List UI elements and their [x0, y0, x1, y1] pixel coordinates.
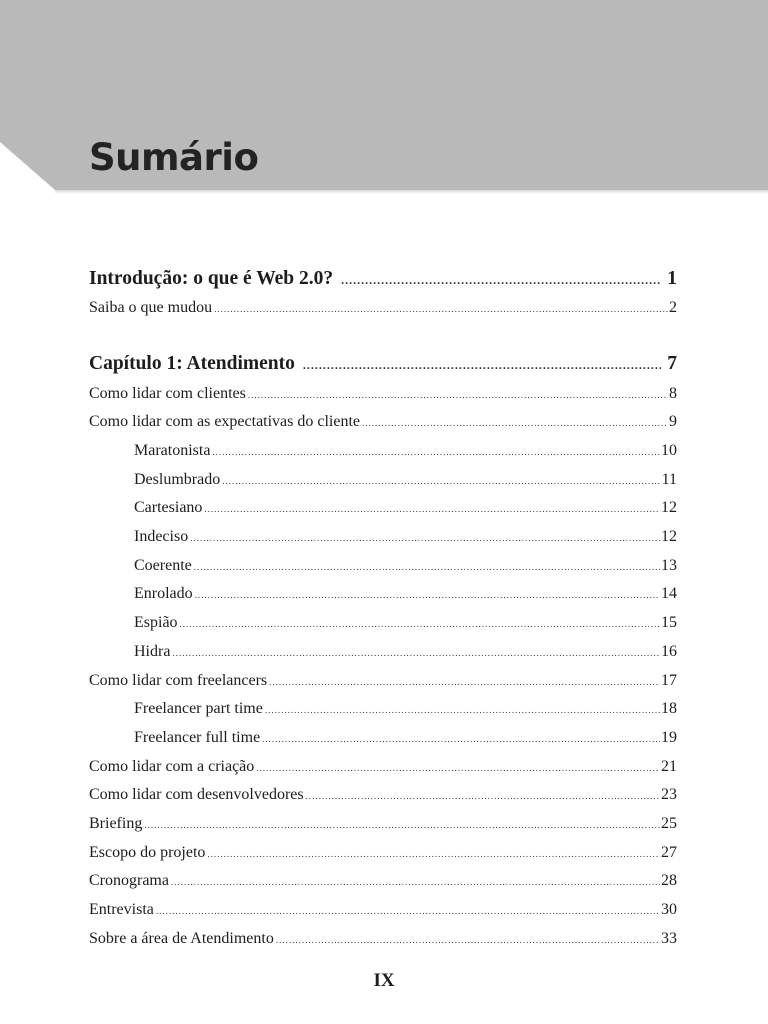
toc-dot-leader: [180, 613, 660, 635]
toc-entry[interactable]: [89, 383, 677, 406]
toc-entry-label: Freelancer full time: [134, 729, 261, 746]
toc-subentry[interactable]: [134, 469, 677, 492]
toc-entry[interactable]: [89, 297, 677, 320]
toc-entry-page: 21: [661, 758, 677, 775]
toc-chapter[interactable]: [89, 351, 677, 378]
toc-subentry[interactable]: [134, 641, 677, 664]
toc-entry[interactable]: [89, 813, 677, 836]
toc-entry-label: Como lidar com as expectativas do cliente: [89, 413, 361, 430]
toc-entry-page: 2: [669, 299, 677, 316]
toc-entry-label: Deslumbrado: [134, 471, 221, 488]
toc-entry-label: Maratonista: [134, 442, 211, 459]
toc-entry[interactable]: [89, 870, 677, 893]
toc-entry-label: Como lidar com clientes: [89, 385, 246, 402]
toc-entry-label: Freelancer part time: [134, 700, 263, 717]
page-title: Sumário: [89, 136, 259, 179]
toc-dot-leader: [269, 671, 660, 693]
toc-entry-page: 30: [661, 901, 677, 918]
toc-entry-label: Entrevista: [89, 901, 154, 918]
toc-entry[interactable]: [89, 928, 677, 951]
toc-entry-label: Como lidar com a criação: [89, 758, 255, 775]
toc-dot-leader: [362, 412, 668, 434]
toc-entry-page: 23: [661, 786, 677, 803]
toc-dot-leader: [156, 900, 660, 922]
toc-dot-leader: [262, 728, 660, 750]
toc-dot-leader: [204, 498, 660, 520]
toc-entry-label: Introdução: o que é Web 2.0?: [89, 268, 334, 289]
toc-dot-leader: [303, 352, 661, 378]
table-of-contents: [89, 0, 677, 1024]
toc-entry-label: Sobre a área de Atendimento: [89, 930, 274, 947]
toc-entry-label: Cronograma: [89, 872, 169, 889]
toc-entry-page: 27: [661, 844, 677, 861]
toc-entry-label: Indeciso: [134, 528, 189, 545]
toc-entry-page: 1: [667, 268, 677, 289]
toc-entry-label: Briefing: [89, 815, 143, 832]
toc-entry-label: Coerente: [134, 557, 192, 574]
toc-entry-label: Saiba o que mudou: [89, 299, 213, 316]
toc-entry-label: Hidra: [134, 643, 171, 660]
toc-dot-leader: [341, 267, 661, 293]
toc-entry[interactable]: [89, 411, 677, 434]
toc-entry-page: 9: [669, 413, 677, 430]
toc-dot-leader: [306, 785, 660, 807]
toc-subentry[interactable]: [134, 497, 677, 520]
toc-subentry[interactable]: [134, 526, 677, 549]
toc-entry[interactable]: [89, 899, 677, 922]
toc-entry-page: 12: [661, 528, 677, 545]
toc-dot-leader: [222, 470, 660, 492]
toc-subentry[interactable]: [134, 583, 677, 606]
toc-entry-page: 15: [661, 614, 677, 631]
toc-dot-leader: [256, 757, 660, 779]
page-number: IX: [373, 970, 395, 991]
toc-entry-page: 11: [661, 471, 677, 488]
toc-subentry[interactable]: [134, 727, 677, 750]
toc-entry-label: Enrolado: [134, 585, 193, 602]
toc-entry-label: Escopo do projeto: [89, 844, 206, 861]
toc-dot-leader: [171, 871, 660, 893]
toc-chapter[interactable]: [89, 266, 677, 293]
toc-subentry[interactable]: [134, 698, 677, 721]
toc-entry-label: Capítulo 1: Atendimento: [89, 353, 295, 374]
toc-entry-page: 13: [661, 557, 677, 574]
toc-entry-label: Como lidar com desenvolvedores: [89, 786, 304, 803]
toc-subentry[interactable]: [134, 612, 677, 635]
toc-entry-page: 14: [661, 585, 677, 602]
toc-entry-label: Como lidar com freelancers: [89, 672, 268, 689]
toc-dot-leader: [195, 584, 660, 606]
toc-entry-label: Espião: [134, 614, 178, 631]
toc-dot-leader: [276, 929, 660, 951]
toc-entry-page: 25: [661, 815, 677, 832]
toc-entry-page: 10: [661, 442, 677, 459]
toc-entry-page: 17: [661, 672, 677, 689]
toc-dot-leader: [144, 814, 660, 836]
toc-entry-page: 18: [661, 700, 677, 717]
toc-entry-page: 8: [669, 385, 677, 402]
toc-entry-page: 33: [661, 930, 677, 947]
toc-dot-leader: [190, 527, 660, 549]
toc-entry-page: 7: [667, 353, 677, 374]
toc-dot-leader: [265, 699, 660, 721]
toc-dot-leader: [207, 843, 660, 865]
toc-entry[interactable]: [89, 842, 677, 865]
toc-entry-page: 28: [661, 872, 677, 889]
toc-entry-page: 12: [661, 499, 677, 516]
toc-entry-page: 19: [661, 729, 677, 746]
toc-entry-page: 16: [661, 643, 677, 660]
toc-subentry[interactable]: [134, 555, 677, 578]
toc-subentry[interactable]: [134, 440, 677, 463]
toc-dot-leader: [212, 441, 660, 463]
toc-dot-leader: [194, 556, 660, 578]
toc-dot-leader: [248, 384, 668, 406]
toc-entry[interactable]: [89, 784, 677, 807]
toc-dot-leader: [172, 642, 660, 664]
toc-entry[interactable]: [89, 756, 677, 779]
toc-entry[interactable]: [89, 670, 677, 693]
toc-entry-label: Cartesiano: [134, 499, 203, 516]
toc-dot-leader: [214, 298, 668, 320]
